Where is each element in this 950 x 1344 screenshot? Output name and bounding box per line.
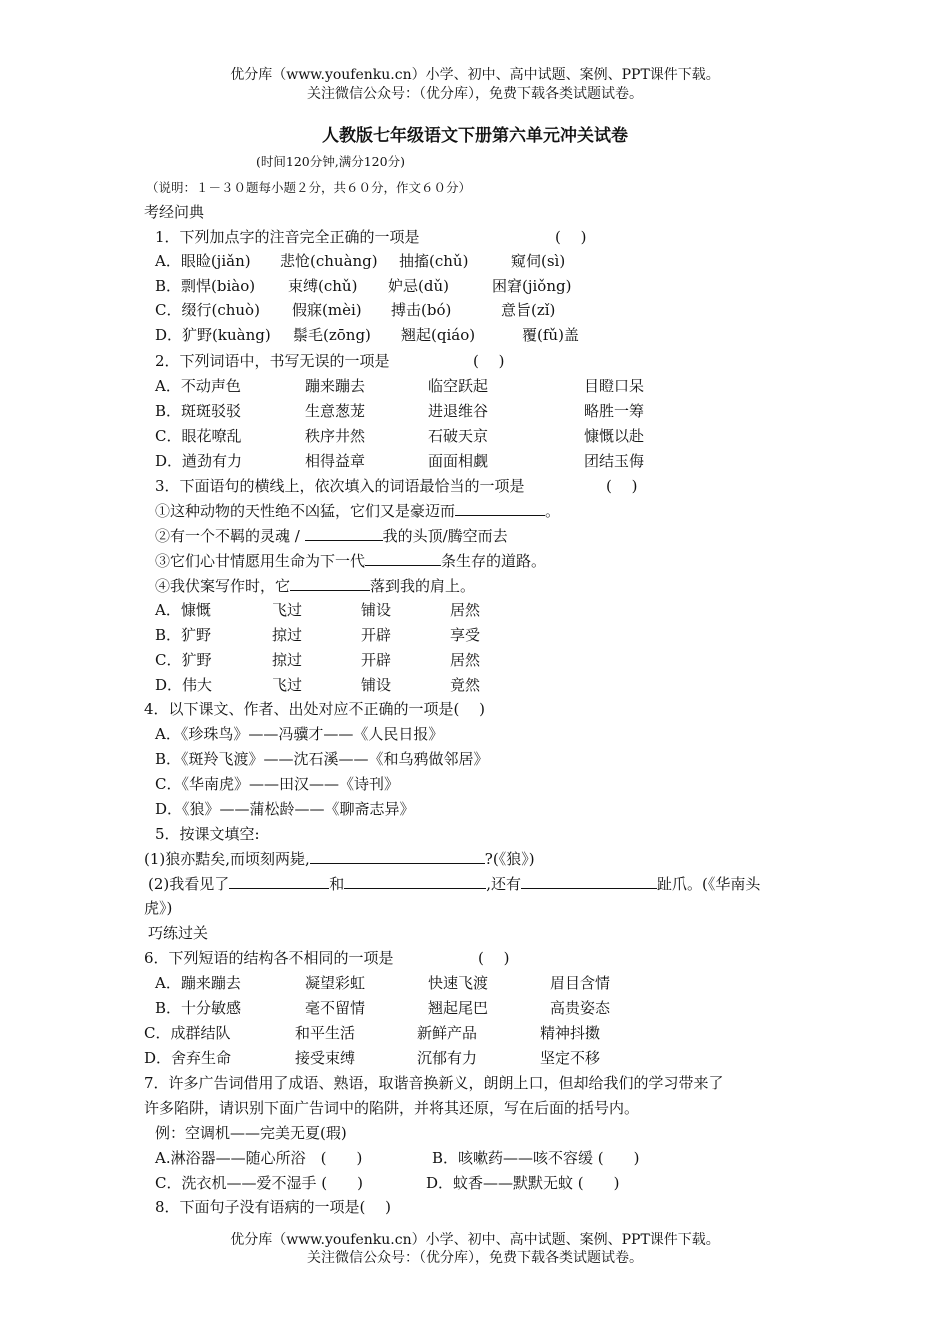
q5-p2-and: 和 xyxy=(329,875,345,893)
q1-opt-c-2: 假寐(mèi) xyxy=(292,301,362,319)
q5-blank-1[interactable] xyxy=(310,848,485,864)
q3-opt-d-1: D．伟大 xyxy=(155,676,213,694)
q1-opt-d-1: D．犷野(kuàng) xyxy=(155,326,271,344)
q5-p1-source: ?(《狼》) xyxy=(484,850,535,868)
q5-part-1 xyxy=(144,848,535,869)
q3-opt-c-1: C．犷野 xyxy=(155,651,212,669)
q3-s2-text: ②有一个不羁的灵魂 / xyxy=(155,527,300,545)
q2-opt-d-2: 相得益章 xyxy=(305,452,366,470)
header-line-1: 优分库（www.youfenku.cn）小学、初中、高中试题、案例、PPT课件下载。 xyxy=(230,67,720,83)
q1-opt-b-2: 束缚(chǔ) xyxy=(288,277,358,295)
q5-p1-text: (1)狼亦黠矣,而顷刻两毙, xyxy=(144,850,310,868)
q3-opt-a-3: 铺设 xyxy=(361,601,392,619)
q1-opt-a-4: 窥伺(sì) xyxy=(511,252,566,270)
q6-opt-a-4: 眉目含情 xyxy=(550,974,611,992)
q4-stem: 4．以下课文、作者、出处对应不正确的一项是( ) xyxy=(144,700,486,718)
q2-opt-a-2: 蹦来蹦去 xyxy=(305,377,366,395)
q2-opt-d-3: 面面相觑 xyxy=(428,452,489,470)
q2-opt-d-1: D．遒劲有力 xyxy=(155,452,243,470)
q1-answer-paren: ( ) xyxy=(555,228,587,246)
q2-opt-c-3: 石破天京 xyxy=(428,427,489,445)
q6-opt-b-2: 毫不留情 xyxy=(305,999,366,1017)
q3-blank-1[interactable] xyxy=(455,500,545,516)
header-line-2: 关注微信公众号：（优分库），免费下载各类试题试卷。 xyxy=(307,86,643,102)
q1-opt-d-2: 鬃毛(zōng) xyxy=(293,326,371,344)
q5-part-2 xyxy=(148,873,760,894)
q3-s3-text: ③它们心甘情愿用生命为下一代 xyxy=(155,552,366,570)
q1-opt-b-4: 困窘(jiǒng) xyxy=(492,277,572,295)
q2-opt-b-4: 略胜一筹 xyxy=(584,402,645,420)
q3-sentence-4 xyxy=(155,575,475,596)
q3-answer-paren: ( ) xyxy=(606,477,638,495)
q5-p2-text: (2)我看见了 xyxy=(148,875,230,893)
q2-opt-c-2: 秩序井然 xyxy=(305,427,366,445)
time-note: (时间120分钟,满分120分) xyxy=(256,154,405,169)
q2-opt-a-4: 目瞪口呆 xyxy=(584,377,645,395)
q2-opt-d-4: 团结玉侮 xyxy=(584,452,645,470)
q5-p2-also: ,还有 xyxy=(486,875,522,893)
q1-opt-b-3: 妒忌(dǔ) xyxy=(388,277,449,295)
q5-blank-4[interactable] xyxy=(521,873,657,889)
q3-blank-2[interactable] xyxy=(305,525,383,541)
q1-opt-a-3: 抽搐(chǔ) xyxy=(399,252,469,270)
footer-line-2: 关注微信公众号：（优分库），免费下载各类试题试卷。 xyxy=(307,1250,643,1266)
q3-opt-d-4: 竟然 xyxy=(450,676,481,694)
q6-opt-d-1: D．舍弃生命 xyxy=(144,1049,232,1067)
q3-opt-b-3: 开辟 xyxy=(361,626,392,644)
q2-stem: 2．下列词语中，书写无误的一项是 xyxy=(155,352,390,370)
q1-opt-a-1: A．眼睑(jiǎn) xyxy=(155,252,251,270)
q3-opt-c-3: 开辟 xyxy=(361,651,392,669)
q5-part-2-continued: 虎》) xyxy=(144,899,173,917)
q2-opt-c-4: 慷慨以赴 xyxy=(584,427,645,445)
q3-opt-a-2: 飞过 xyxy=(272,601,303,619)
q2-opt-a-1: A．不动声色 xyxy=(155,377,241,395)
q6-opt-b-1: B．十分敏感 xyxy=(155,999,242,1017)
q7-opt-b: B．咳嗽药——咳不容缓 ( ) xyxy=(432,1149,640,1167)
q6-opt-a-1: A．蹦来蹦去 xyxy=(155,974,241,992)
q6-opt-c-4: 精神抖擞 xyxy=(540,1024,601,1042)
q6-opt-b-4: 高贵姿态 xyxy=(550,999,611,1017)
q3-opt-d-3: 铺设 xyxy=(361,676,392,694)
q6-opt-c-1: C．成群结队 xyxy=(144,1024,231,1042)
q3-s2-end: 我的头顶/腾空而去 xyxy=(382,527,508,545)
q6-answer-paren: ( ) xyxy=(478,949,510,967)
q1-opt-c-1: C．缀行(chuò) xyxy=(155,301,260,319)
q1-opt-d-3: 翘起(qiáo) xyxy=(401,326,476,344)
q6-opt-a-2: 凝望彩虹 xyxy=(305,974,366,992)
footer-line-1: 优分库（www.youfenku.cn）小学、初中、高中试题、案例、PPT课件下载。 xyxy=(230,1232,720,1248)
q2-opt-c-1: C．眼花嘹乱 xyxy=(155,427,242,445)
q7-example: 例：空调机——完美无夏(瑕) xyxy=(155,1124,347,1142)
q3-stem: 3．下面语句的横线上，依次填入的词语最恰当的一项是 xyxy=(155,477,525,495)
q6-opt-d-3: 沉郁有力 xyxy=(417,1049,478,1067)
q6-opt-b-3: 翘起尾巴 xyxy=(428,999,489,1017)
q3-s3-end: 条生存的道路。 xyxy=(441,552,547,570)
q3-sentence-2 xyxy=(155,525,508,546)
q3-blank-3[interactable] xyxy=(365,550,441,566)
q4-opt-a: A．《珍珠鸟》——冯骥才——《人民日报》 xyxy=(155,725,444,743)
q2-opt-b-3: 进退维谷 xyxy=(428,402,489,420)
page-title: 人教版七年级语文下册第六单元冲关试卷 xyxy=(322,126,628,146)
q3-opt-b-1: B．犷野 xyxy=(155,626,212,644)
q6-opt-d-4: 坚定不移 xyxy=(540,1049,601,1067)
q6-opt-d-2: 接受束缚 xyxy=(295,1049,356,1067)
q3-s4-text: ④我伏案写作时，它 xyxy=(155,577,291,595)
q2-opt-b-1: B．斑斑驳驳 xyxy=(155,402,242,420)
q5-stem: 5．按课文填空: xyxy=(155,825,260,843)
q4-opt-d: D．《狼》——蒲松龄——《聊斋志异》 xyxy=(155,800,415,818)
q3-opt-a-4: 居然 xyxy=(450,601,481,619)
q5-blank-2[interactable] xyxy=(229,873,329,889)
q3-sentence-1 xyxy=(155,500,560,521)
q3-opt-b-2: 掠过 xyxy=(272,626,303,644)
q6-opt-a-3: 快速飞渡 xyxy=(428,974,489,992)
q5-p2-end: 趾爪。(《华南头 xyxy=(657,875,761,893)
scoring-note: （说明：１－３０题每小题２分，共６０分，作文６０分） xyxy=(146,180,472,195)
q7-opt-a: A.淋浴器——随心所浴 ( ) xyxy=(155,1149,363,1167)
q2-answer-paren: ( ) xyxy=(473,352,505,370)
q7-opt-c: C．洗衣机——爱不湿手 ( ) xyxy=(155,1174,363,1192)
q8-stem: 8．下面句子没有语病的一项是( ) xyxy=(155,1198,392,1216)
q3-opt-a-1: A．慷慨 xyxy=(155,601,211,619)
q3-opt-c-4: 居然 xyxy=(450,651,481,669)
q1-opt-d-4: 覆(fǔ)盖 xyxy=(522,326,579,344)
q1-opt-b-1: B．剽悍(biào) xyxy=(155,277,256,295)
q3-s1-text: ①这种动物的天性绝不凶猛，它们又是豪迈而 xyxy=(155,502,456,520)
q6-stem: 6．下列短语的结构各不相同的一项是 xyxy=(144,949,394,967)
q6-opt-c-3: 新鲜产品 xyxy=(417,1024,478,1042)
q3-blank-4[interactable] xyxy=(290,575,370,591)
q5-blank-3[interactable] xyxy=(344,873,486,889)
q3-opt-c-2: 掠过 xyxy=(272,651,303,669)
section-heading-1: 考经问典 xyxy=(144,203,205,221)
q3-s1-end: 。 xyxy=(545,502,561,520)
section-heading-2: 巧练过关 xyxy=(148,924,209,942)
q7-stem-line-2: 许多陷阱，请识别下面广告词中的陷阱，并将其还原，写在后面的括号内。 xyxy=(144,1099,640,1117)
q1-opt-c-3: 搏击(bó) xyxy=(391,301,452,319)
q3-opt-d-2: 飞过 xyxy=(272,676,303,694)
q1-opt-a-2: 悲怆(chuàng) xyxy=(280,252,378,270)
q7-opt-d: D．蚊香——默默无蚊 ( ) xyxy=(426,1174,620,1192)
q4-opt-c: C．《华南虎》——田汉——《诗刊》 xyxy=(155,775,399,793)
q3-s4-end: 落到我的肩上。 xyxy=(370,577,476,595)
q2-opt-b-2: 生意葱茏 xyxy=(305,402,366,420)
q3-sentence-3 xyxy=(155,550,546,571)
q1-stem: 1．下列加点字的注音完全正确的一项是 xyxy=(155,228,420,246)
q7-stem-line-1: 7．许多广告词借用了成语、熟语，取谐音换新义，朗朗上口，但却给我们的学习带来了 xyxy=(144,1074,724,1092)
q4-opt-b: B．《斑羚飞渡》——沈石溪——《和乌鸦做邻居》 xyxy=(155,750,489,768)
q2-opt-a-3: 临空跃起 xyxy=(428,377,489,395)
q1-opt-c-4: 意旨(zǐ) xyxy=(501,301,556,319)
q6-opt-c-2: 和平生活 xyxy=(295,1024,356,1042)
q3-opt-b-4: 享受 xyxy=(450,626,481,644)
